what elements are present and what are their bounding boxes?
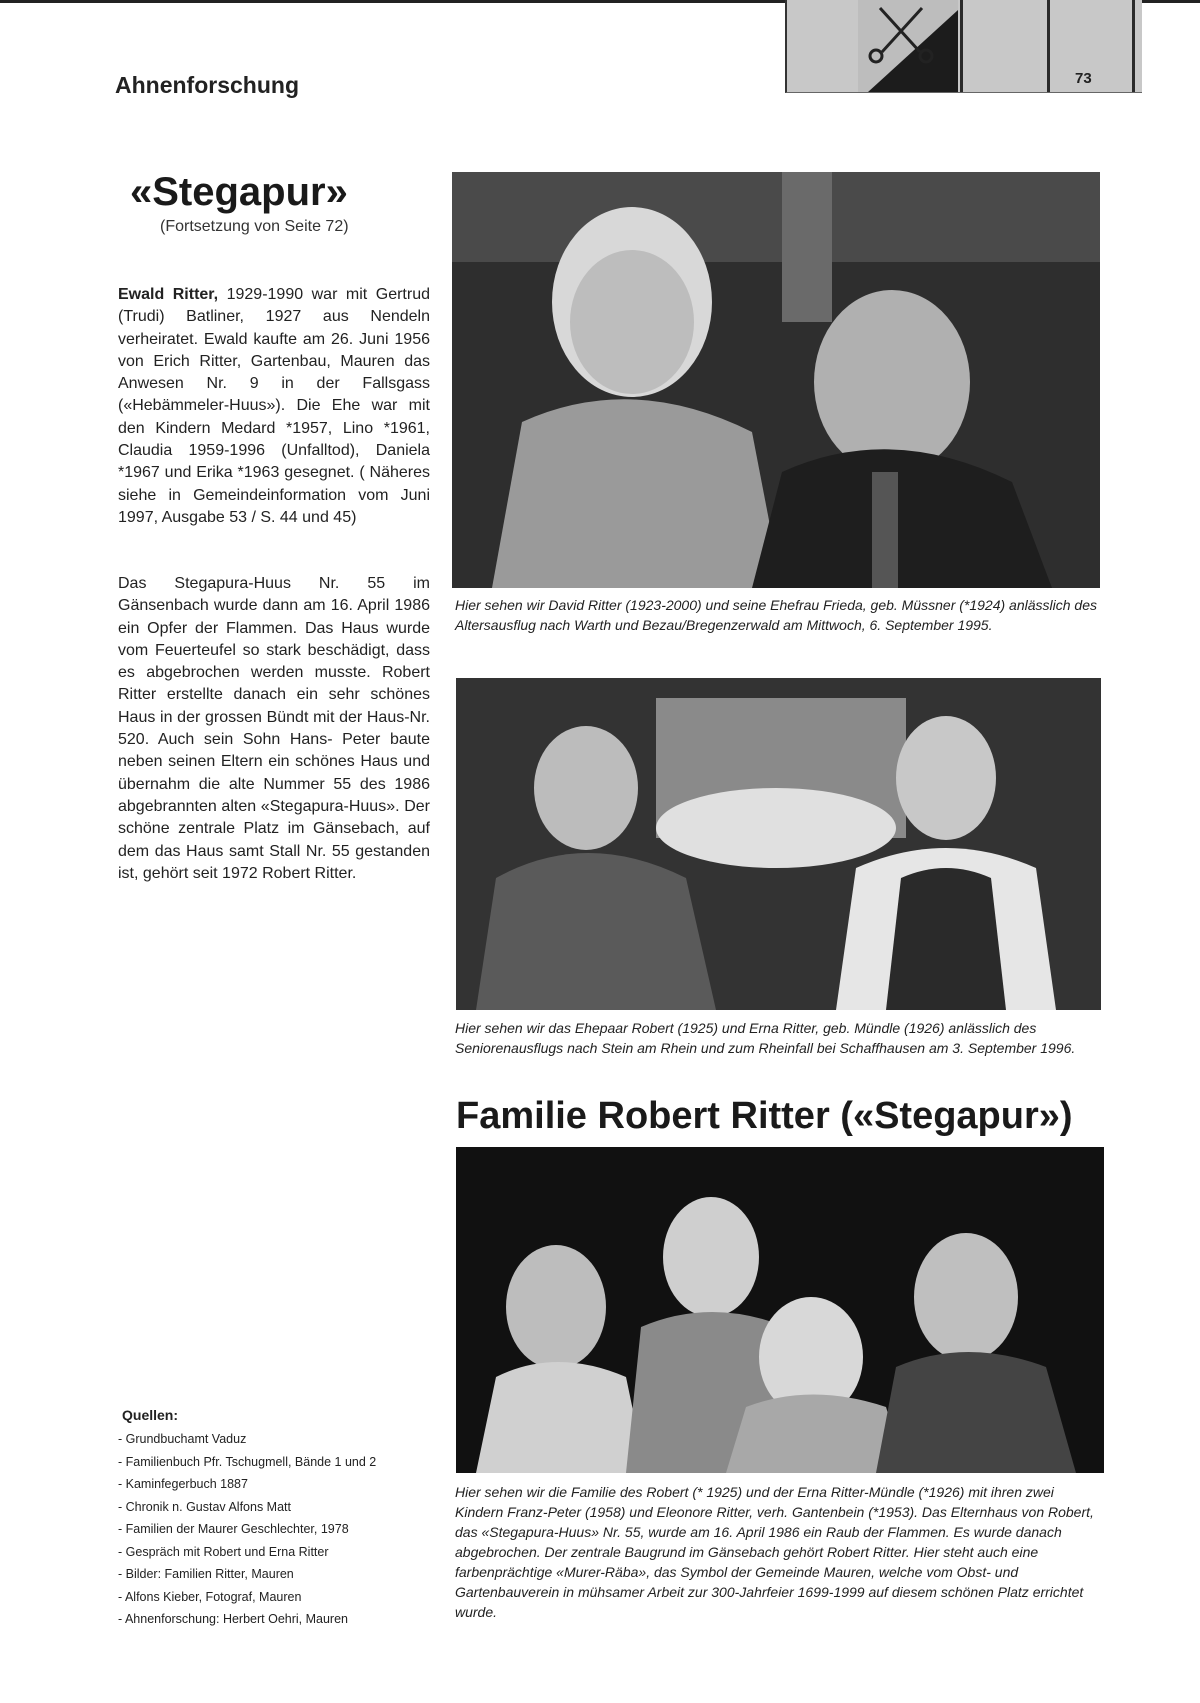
- continuation-note: (Fortsetzung von Seite 72): [160, 218, 349, 235]
- header-band-divider: [1047, 0, 1050, 92]
- article-paragraph-1: [118, 284, 430, 529]
- crossed-keys-emblem-icon: [858, 0, 958, 92]
- article-paragraph-2: Das Stegapura-Huus Nr. 55 im Gänsenbach wurde dann am 16. April 1986 ein Opfer der Flammen. Das Haus wurde vom Feuerteufel so stark beschädigt, dass es abgebrochen werden musste. Robert Ritter erstellte danach ein sehr schönes Haus in der grossen Bündt mit der Haus-Nr. 520. Auch sein Sohn Hans- Peter baute neben seinen Eltern ein schönes Haus und übernahm die alte Nummer 55 des 1986 abgebrannten alten «Stegapura-Huus». Der schöne zentrale Platz im Gänsebach, auf dem das Haus samt Stall Nr. 55 gestanden ist, gehört seit 1972 Robert Ritter.: [118, 575, 430, 882]
- paragraph-text: 1929-1990 war mit Gertrud (Trudi) Batliner, 1927 aus Nendeln verheiratet. Ewald kaufte am 26. Juni 1956 von Erich Ritter, Gartenbau, Mauren das Anwesen Nr. 9 in der Fallsgass («Hebämmeler-Huus»). Die Ehe war mit den Kindern Medard *1957, Lino *1961, Claudia 1959-1996 (Unfalltod), Daniela *1967 und Erika *1963 gesegnet. ( Näheres siehe in Gemeindeinformation vom Juni 1997, Ausgabe 53 / S. 44 und 45): [118, 286, 430, 526]
- section-title: Ahnenforschung: [115, 72, 299, 98]
- header-band-divider: [1132, 0, 1135, 92]
- header-band-divider: [960, 0, 963, 92]
- source-item: - Kaminfegerbuch 1887: [118, 1473, 376, 1496]
- photo-family-robert-ritter: [456, 1147, 1104, 1473]
- source-item: - Chronik n. Gustav Alfons Matt: [118, 1496, 376, 1519]
- source-item: - Familien der Maurer Geschlechter, 1978: [118, 1518, 376, 1541]
- sources-list: [118, 1428, 376, 1631]
- source-item: - Bilder: Familien Ritter, Mauren: [118, 1563, 376, 1586]
- page-number: 73: [1075, 70, 1092, 87]
- photo-caption: Hier sehen wir die Familie des Robert (* 1925) und der Erna Ritter-Mündle (*1926) mit ihren zwei Kindern Franz-Peter (1958) und Eleonore Ritter, verh. Gantenbein (*1953). Das Elternhaus von Robert, das «Stegapura-Huus» Nr. 55, wurde am 16. April 1986 ein Raub der Flammen. Es wurde danach abgebrochen. Der zentrale Baugrund im Gänsebach gehört Robert Ritter. Hier steht auch eine farbenprächtige «Murer-Räba», das Symbol der Gemeinde Mauren, welche vom Obst- und Gartenbauverein in mühsamer Arbeit zur 300-Jahrfeier 1699-1999 auf diesem schönen Platz errichtet wurde.: [455, 1484, 1094, 1620]
- photo-caption: Hier sehen wir das Ehepaar Robert (1925) und Erna Ritter, geb. Mündle (1926) anlässlich des Seniorenausflugs nach Stein am Rhein und zum Rheinfall bei Schaffhausen am 3. September 1996.: [455, 1020, 1076, 1056]
- article-title: «Stegapur»: [130, 170, 348, 214]
- photo-robert-erna-ritter: [456, 678, 1101, 1010]
- photo-david-frieda-ritter: [452, 172, 1100, 588]
- sources-title: Quellen:: [122, 1407, 179, 1423]
- person-name: Ewald Ritter,: [118, 286, 219, 303]
- source-item: - Alfons Kieber, Fotograf, Mauren: [118, 1586, 376, 1609]
- source-item: - Gespräch mit Robert und Erna Ritter: [118, 1541, 376, 1564]
- source-item: - Familienbuch Pfr. Tschugmell, Bände 1 und 2: [118, 1451, 376, 1474]
- source-item: - Grundbuchamt Vaduz: [118, 1428, 376, 1451]
- family-section-title: Familie Robert Ritter («Stegapur»): [456, 1095, 1073, 1137]
- photo-caption: Hier sehen wir David Ritter (1923-2000) und seine Ehefrau Frieda, geb. Müssner (*1924) anlässlich des Altersausflug nach Warth und Bezau/Bregenzerwald am Mittwoch, 6. September 1995.: [455, 597, 1097, 633]
- source-item: - Ahnenforschung: Herbert Oehri, Mauren: [118, 1608, 376, 1631]
